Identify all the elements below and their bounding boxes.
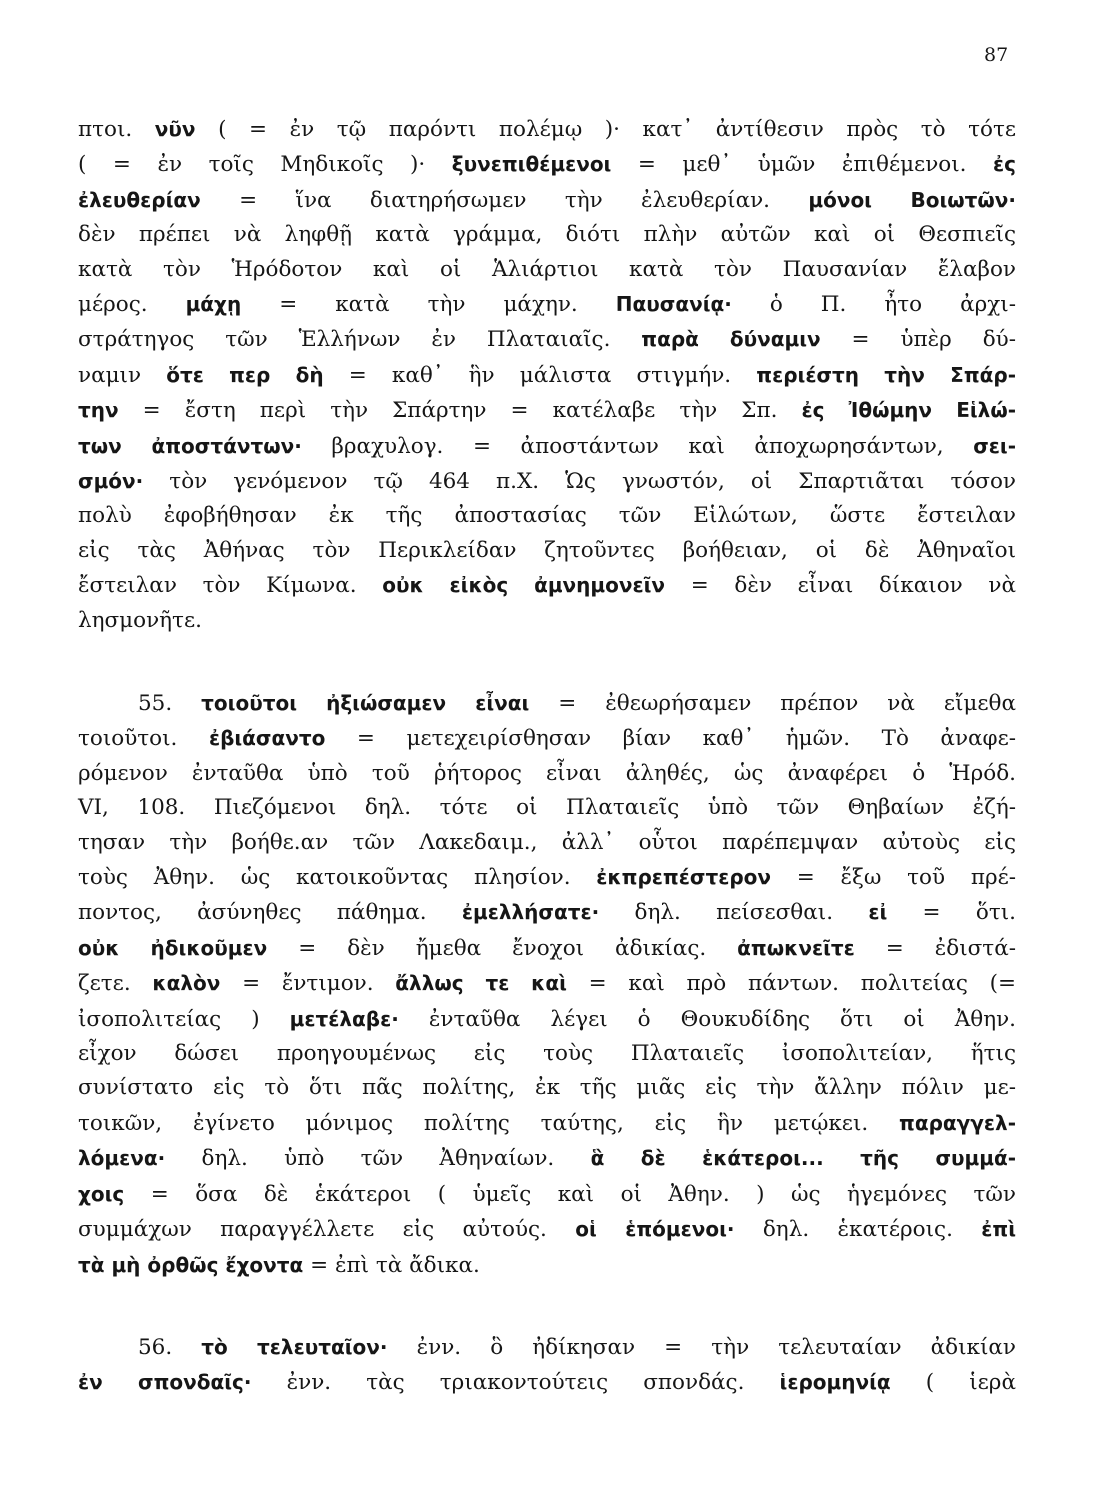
gloss-text: τησαν τὴν βοήθε.αν τῶν Λακεδαιμ., ἀλλ᾽ οὗτοι παρέπεμψαν αὐτοὺς εἰς [78, 829, 1016, 855]
gloss-text: συμμάχων παραγγέλλετε εἰς αὐτούς. [78, 1217, 576, 1243]
gloss-text: πολὺ ἐφοβήθησαν ἐκ τῆς ἀποστασίας τῶν Εἱλώτων, ὥστε ἔστειλαν [78, 503, 1016, 529]
bold-lemma: περιέστη τὴν Σπάρ- [756, 362, 1017, 387]
gloss-text: τοιοῦτοι. [78, 726, 209, 752]
text-line [78, 183, 1016, 218]
gloss-text: = δὲν εἶναι δίκαιον νὰ [665, 573, 1016, 599]
gloss-text: συνίστατο εἰς τὸ ὅτι πᾶς πολίτης, ἐκ τῆς μιᾶς εἰς τὴν ἄλλην πόλιν με- [78, 1075, 1016, 1101]
bold-lemma: ξυνεπιθέμενοι [451, 152, 612, 177]
text-line [78, 966, 1016, 1001]
text-line [78, 429, 1016, 464]
text-line [78, 499, 1016, 533]
bold-lemma: των ἀποστάντων· [78, 433, 302, 458]
gloss-text: βραχυλογ. = ἀποστάντων καὶ ἀποχωρησάντων, [301, 433, 974, 459]
commentary-section-56 [78, 1330, 1016, 1401]
bold-lemma: ὅτε περ δὴ [166, 362, 324, 387]
gloss-text: = ἐθεωρήσαμεν πρέπον νὰ εἴμεθα [529, 691, 1016, 716]
text-line [78, 253, 1016, 287]
gloss-text: = ἔντιμον. [220, 971, 396, 997]
text-line [78, 860, 1016, 895]
gloss-text: ( = ἐν τοῖς Μηδικοῖς )· [78, 152, 452, 178]
gloss-text: μέρος. [78, 292, 186, 318]
text-line [78, 1177, 1016, 1212]
gloss-text: ( ἱερὰ [890, 1370, 1016, 1396]
bold-lemma: Παυσανίᾳ· [615, 292, 732, 317]
bold-lemma: οὐκ εἰκὸς ἀμνημονεῖν [382, 573, 666, 598]
text-line [78, 1212, 1016, 1247]
gloss-text: δηλ. ὑπὸ τῶν Ἀθηναίων. [165, 1146, 591, 1172]
gloss-text: ὁ Π. ἦτο ἀρχι- [731, 292, 1017, 318]
gloss-text: = ὅσα δὲ ἑκάτεροι ( ὑμεῖς καὶ οἱ Ἀθην. ) ὡς ἡγεμόνες τῶν [124, 1181, 1016, 1207]
gloss-text: = ἐπὶ τὰ ἄδικα. [303, 1252, 480, 1278]
bold-lemma: τὸ τελευταῖον· [201, 1335, 388, 1359]
bold-lemma: σει- [973, 433, 1016, 458]
gloss-text: δηλ. πείσεσθαι. [599, 900, 869, 926]
gloss-text: ποντος, ἀσύνηθες πάθημα. [78, 900, 462, 926]
bold-lemma: ἐς Ἰθώμην Εἱλώ- [801, 398, 1017, 423]
text-line [78, 464, 1016, 499]
gloss-text: στράτηγος τῶν Ἑλλήνων ἐν Πλαταιαῖς. [78, 327, 642, 353]
text-line [78, 1330, 1016, 1365]
text-line [78, 931, 1016, 966]
gloss-text: = καὶ πρὸ πάντων. πολιτείας (= [566, 971, 1016, 997]
gloss-text: = μεθ᾽ ὑμῶν ἐπιθέμενοι. [611, 152, 993, 178]
gloss-text: ἔστειλαν τὸν Κίμωνα. [78, 573, 383, 599]
text-line [78, 218, 1016, 252]
gloss-text: ἐνν. τὰς τριακοντούτεις σπονδάς. [251, 1370, 780, 1396]
gloss-text: ρόμενον ἐνταῦθα ὑπὸ τοῦ ῥήτορος εἶναι ἀληθές, ὡς ἀναφέρει ὁ Ἡρόδ. [78, 760, 1016, 786]
text-line [78, 1106, 1016, 1141]
gloss-text: εἶχον δώσει προηγουμένως εἰς τοὺς Πλαταιεῖς ἰσοπολιτείαν, ἥτις [78, 1041, 1016, 1067]
gloss-text: λησμονῆτε. [78, 607, 202, 633]
text-line [78, 568, 1016, 603]
text-line [78, 287, 1016, 322]
bold-lemma: εἰ [868, 900, 888, 925]
bold-lemma: τὰ μὴ ὀρθῶς ἔχοντα [78, 1252, 304, 1277]
gloss-text: τὸν γενόμενον τῷ 464 π.Χ. Ὡς γνωστόν, οἱ Σπαρτιᾶται τόσον [143, 469, 1016, 495]
bold-lemma: ἐβιάσαντο [208, 726, 326, 751]
bold-lemma: μάχῃ [185, 292, 242, 317]
gloss-text: ἐνν. ὃ ἠδίκησαν = τὴν τελευταίαν ἀδικίαν [387, 1335, 1016, 1360]
page-number: 87 [984, 44, 1009, 66]
bold-lemma: σμόν· [78, 469, 144, 494]
gloss-text: = ἐδιστά- [854, 935, 1016, 961]
bold-lemma: τοιοῦτοι ἠξιώσαμεν εἶναι [201, 691, 530, 715]
gloss-text: = κατὰ τὴν μάχην. [241, 292, 616, 318]
text-line [78, 895, 1016, 930]
gloss-text: πτοι. [78, 117, 155, 142]
gloss-text: ἰσοπολιτείας ) [78, 1006, 290, 1032]
gloss-text: 56. [138, 1335, 202, 1360]
bold-lemma: ἐς [993, 152, 1016, 177]
bold-lemma: ἐν σπονδαῖς· [78, 1370, 252, 1395]
bold-lemma: ἐλευθερίαν [78, 187, 201, 212]
gloss-text: ἐνταῦθα λέγει ὁ Θουκυδίδης ὅτι οἱ Ἀθην. [398, 1006, 1017, 1032]
text-line [78, 686, 1016, 721]
gloss-text: δηλ. ἑκατέροις. [734, 1217, 982, 1243]
text-line [78, 1002, 1016, 1037]
text-line [78, 604, 1016, 638]
text-line [78, 112, 1016, 147]
text-line [78, 1141, 1016, 1176]
gloss-text: = ὑπὲρ δύ- [820, 327, 1016, 353]
gloss-text: = ὅτι. [887, 900, 1016, 926]
bold-lemma: νῦν [154, 117, 196, 141]
bold-lemma: μόνοι Βοιωτῶν· [808, 187, 1016, 212]
gloss-text: VI, 108. Πιεζόμενοι δηλ. τότε οἱ Πλαταιεῖς ὑπὸ τῶν Θηβαίων ἐζή- [78, 795, 1016, 821]
bold-lemma: μετέλαβε· [289, 1006, 399, 1031]
text-line [78, 393, 1016, 428]
gloss-text: τοικῶν, ἐγίνετο μόνιμος πολίτης ταύτης, εἰς ἣν μετῴκει. [78, 1110, 900, 1136]
text-line [78, 534, 1016, 568]
text-line [78, 358, 1016, 393]
text-line [78, 1248, 1016, 1283]
bold-lemma: χοις [78, 1181, 125, 1206]
commentary-section-54 [78, 112, 1016, 638]
gloss-text: = ἵνα διατηρήσωμεν τὴν ἐλευθερίαν. [200, 187, 809, 213]
text-line [78, 791, 1016, 825]
gloss-text: τοὺς Ἀθην. ὡς κατοικοῦντας πλησίον. [78, 865, 597, 891]
gloss-text: 55. [138, 691, 202, 716]
bold-lemma: ἱερομηνίᾳ [779, 1370, 891, 1395]
bold-lemma: την [78, 398, 119, 423]
text-line [78, 721, 1016, 756]
bold-lemma: παραγγελ- [899, 1110, 1016, 1135]
gloss-text: = καθ᾽ ἣν μάλιστα στιγμήν. [323, 362, 757, 388]
gloss-text: ( = ἐν τῷ παρόντι πολέμῳ )· κατ᾽ ἀντίθεσιν πρὸς τὸ τότε [195, 117, 1016, 142]
gloss-text: εἰς τὰς Ἀθήνας τὸν Περικλείδαν ζητοῦντες βοήθειαν, οἱ δὲ Ἀθηναῖοι [78, 537, 1016, 563]
bold-lemma: ἀπωκνεῖτε [737, 935, 855, 960]
text-line [78, 1037, 1016, 1071]
gloss-text: = μετεχειρίσθησαν βίαν καθ᾽ ἡμῶν. Τὸ ἀναφε- [325, 726, 1016, 752]
text-line [78, 1071, 1016, 1105]
gloss-text: δὲν πρέπει νὰ ληφθῇ κατὰ γράμμα, διότι πλὴν αὐτῶν καὶ οἱ Θεσπιεῖς [78, 222, 1016, 248]
gloss-text: = ἔξω τοῦ πρέ- [771, 865, 1016, 891]
gloss-text: = ἔστη περὶ τὴν Σπάρτην = κατέλαβε τὴν Σπ. [118, 398, 802, 424]
gloss-text: = δὲν ἤμεθα ἔνοχοι ἀδικίας. [267, 935, 738, 961]
bold-lemma: ἐπὶ [981, 1217, 1016, 1242]
gloss-text: ζετε. [78, 971, 153, 997]
gloss-text: ναμιν [78, 362, 167, 388]
bold-lemma: ἐκπρεπέστερον [596, 865, 772, 890]
bold-lemma: οὐκ ἠδικοῦμεν [78, 935, 268, 960]
text-line [78, 322, 1016, 357]
text-line [78, 1365, 1016, 1400]
bold-lemma: καλὸν [152, 971, 221, 996]
bold-lemma: οἱ ἑπόμενοι· [575, 1217, 735, 1242]
bold-lemma: παρὰ δύναμιν [641, 327, 821, 352]
bold-lemma: ἄλλως τε καὶ [395, 971, 567, 996]
text-line [78, 147, 1016, 182]
gloss-text: κατὰ τὸν Ἡρόδοτον καὶ οἱ Ἁλιάρτιοι κατὰ τὸν Παυσανίαν ἔλαβον [78, 256, 1016, 282]
bold-lemma: λόμενα· [78, 1146, 166, 1171]
text-line [78, 826, 1016, 860]
bold-lemma: ἃ δὲ ἑκάτεροι... τῆς συμμά- [590, 1146, 1017, 1171]
bold-lemma: ἐμελλήσατε· [461, 900, 600, 925]
text-line [78, 757, 1016, 791]
commentary-section-55 [78, 686, 1016, 1283]
